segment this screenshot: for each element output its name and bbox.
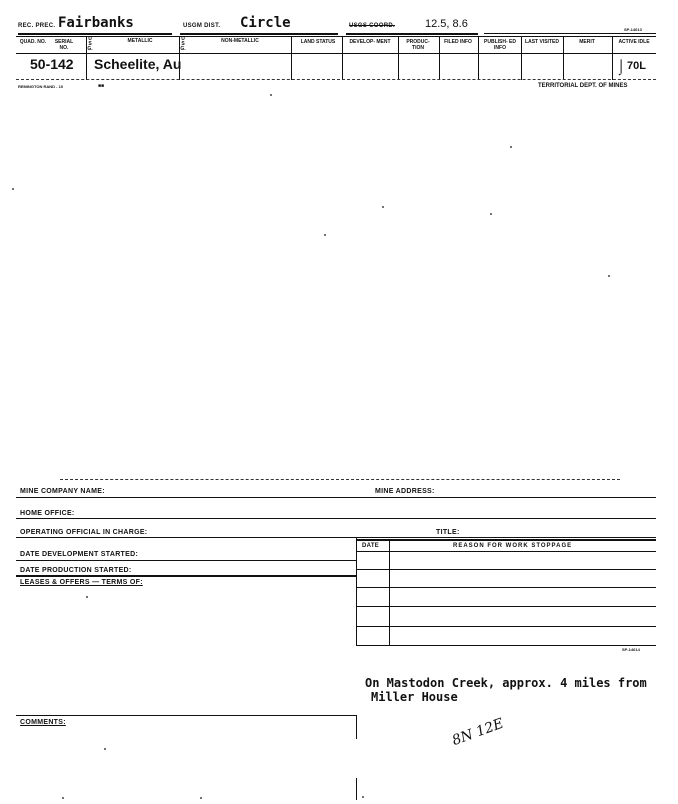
active-idle-bracket: ⌡: [617, 58, 626, 74]
comments-divider: [356, 715, 357, 739]
mine-address-label: MINE ADDRESS:: [375, 488, 435, 495]
scan-speck: [490, 213, 492, 215]
top-form-number: SP-14613: [624, 27, 642, 32]
mine-company-label: MINE COMPANY NAME:: [20, 488, 105, 495]
col-active-idle: ACTIVE IDLE: [618, 39, 650, 45]
handwritten-note: 8N 12E: [450, 715, 506, 750]
stoppage-header-rule: [356, 551, 656, 552]
row-rule-3: [16, 537, 656, 538]
col-non-metallic: NON-METALLIC: [221, 38, 259, 44]
header-bottom-rule: [16, 53, 656, 54]
scan-speck: [324, 234, 326, 236]
col-divider-8: [521, 36, 522, 80]
home-office-label: HOME OFFICE:: [20, 510, 75, 517]
rec-prec-value: Fairbanks: [58, 15, 134, 31]
reason-col-label: REASON FOR WORK STOPPAGE: [453, 543, 573, 549]
header-top-rule: [16, 36, 656, 37]
leases-label: LEASES & OFFERS — TERMS OF:: [20, 579, 143, 586]
col-filed-info: FILED INFO: [444, 39, 472, 45]
bottom-stub-line: [356, 778, 357, 800]
scan-speck: [62, 797, 64, 799]
col-divider-4: [342, 36, 343, 80]
usgs-coord-value: 12.5, 8.6: [425, 18, 468, 30]
row-rule-5: [16, 575, 356, 577]
col-divider-5: [398, 36, 399, 80]
title-label: TITLE:: [436, 529, 460, 536]
production-started-label: DATE PRODUCTION STARTED:: [20, 567, 132, 574]
territorial-footer: TERRITORIAL DEPT. OF MINES: [538, 83, 628, 89]
col-land-status: LAND STATUS: [300, 39, 336, 45]
remington-mark: ■■: [98, 83, 105, 89]
rec-prec-label: REC. PREC.: [18, 23, 56, 29]
row-rule-2: [16, 518, 656, 519]
usgs-coord-underline: [346, 33, 478, 35]
comments-top-rule: [16, 715, 356, 716]
stoppage-row-rule: [356, 587, 656, 588]
usgs-coord-label: USGS COORD.: [349, 23, 395, 29]
usgm-dist-label: USGM DIST.: [183, 23, 221, 29]
rec-prec-underline: [18, 33, 172, 35]
col-divider-6: [439, 36, 440, 80]
remington-footer: REMINGTON RAND - 10: [18, 84, 64, 89]
col-production: PRODUC- TION: [406, 39, 430, 51]
col-serial-no: SERIAL NO.: [54, 39, 74, 51]
bottom-form-number: SP-14614: [622, 647, 640, 652]
stoppage-row-rule: [356, 626, 656, 627]
development-started-label: DATE DEVELOPMENT STARTED:: [20, 551, 139, 558]
col-last-visited: LAST VISITED: [525, 39, 559, 45]
scan-speck: [362, 796, 364, 798]
col-divider-9: [563, 36, 564, 80]
col-us-a: U S G.: [87, 36, 93, 52]
col-development: DEVELOP- MENT: [349, 39, 391, 45]
active-idle-value: 70L: [627, 60, 646, 72]
scan-speck: [200, 797, 202, 799]
location-note-line2: Miller House: [371, 690, 458, 704]
usgm-dist-value: Circle: [240, 15, 291, 31]
scan-speck: [608, 275, 610, 277]
scan-speck: [86, 596, 88, 598]
card-tear-line-bottom: [60, 479, 620, 480]
row-rule-4: [16, 560, 356, 561]
metallic-value: Scheelite, Au: [94, 56, 182, 72]
col-quad-no: QUAD. NO.: [19, 39, 47, 45]
scan-speck: [104, 748, 106, 750]
quad-serial-value: 50-142: [30, 56, 74, 72]
stoppage-date-divider: [389, 539, 390, 645]
col-divider-3: [291, 36, 292, 80]
col-metallic: METALLIC: [127, 38, 153, 44]
usgm-dist-underline: [180, 33, 338, 35]
top-right-rule: [484, 33, 656, 34]
date-col-label: DATE: [362, 543, 380, 549]
location-note-line1: On Mastodon Creek, approx. 4 miles from: [365, 676, 647, 690]
stoppage-left-border: [356, 537, 357, 645]
scan-speck: [270, 94, 272, 96]
row-rule-1: [16, 497, 656, 498]
scan-speck: [510, 146, 512, 148]
col-merit: MERIT: [579, 39, 595, 45]
col-published-info: PUBLISH- ED INFO: [484, 39, 516, 51]
col-divider-7: [478, 36, 479, 80]
operating-official-label: OPERATING OFFICIAL IN CHARGE:: [20, 529, 148, 536]
stoppage-row-rule: [356, 569, 656, 570]
scan-speck: [12, 188, 14, 190]
stoppage-table-top: [356, 539, 656, 541]
card-tear-line-top: [16, 79, 656, 80]
stoppage-bottom-rule: [356, 645, 656, 646]
col-us-b: U S G.: [180, 36, 186, 52]
comments-label: COMMENTS:: [20, 719, 66, 726]
stoppage-row-rule: [356, 606, 656, 607]
col-divider-10: [612, 36, 613, 80]
scan-speck: [382, 206, 384, 208]
